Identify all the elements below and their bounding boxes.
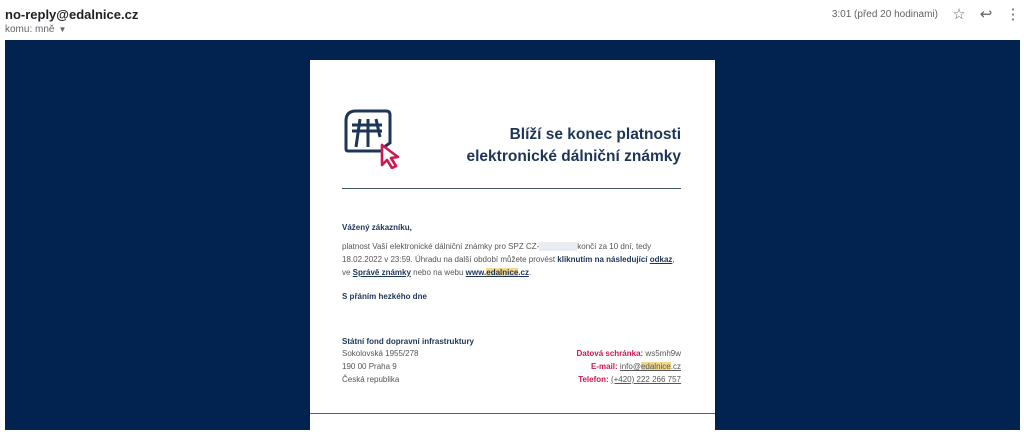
greeting: Vážený zákazníku, (342, 223, 412, 232)
email-title: Blíží se konec platnosti elektronické dálniční známky (466, 126, 681, 165)
recipient-toggle[interactable] (5, 24, 66, 35)
edalnice-logo-icon (342, 107, 402, 169)
message-paragraph: platnost Vaší elektronické dálniční známky pro SPZ CZ- končí za 10 dní, tedy 18.02.2022 v 23:59. Úhradu na další období můžete provést kliknutím na následující odkaz, ve Správě známky nebo na webu www.edalnice.cz. (342, 242, 675, 277)
caret-down-icon: ▼ (58, 25, 67, 34)
contact-info: Datová schránka: ws5mh9w E-mail: info@edalnice.cz Telefon: (+420) 222 266 757 (576, 349, 681, 384)
footer-divider (310, 413, 715, 414)
sender: no-reply@edalnice.cz (5, 7, 139, 22)
organization-name: Státní fond dopravní infrastruktury (342, 337, 475, 346)
timestamp: 3:01 (před 20 hodinami) (831, 9, 938, 20)
phone-link[interactable]: (+420) 222 266 757 (610, 375, 681, 384)
redacted-plate (539, 242, 577, 251)
email-link[interactable]: info@edalnice.cz (619, 362, 681, 371)
more-options-icon[interactable]: ⋮ (1005, 6, 1021, 23)
address: Sokolovská 1955/278 190 00 Praha 9 Česká republika (342, 349, 419, 384)
email-card (310, 60, 715, 440)
link-website[interactable]: www.edalnice.cz (465, 268, 529, 277)
recipient-label: komu: mně (5, 24, 55, 35)
reply-icon[interactable]: ↩ (979, 6, 993, 23)
closing: S přáním hezkého dne (342, 292, 427, 301)
link-odkaz[interactable]: odkaz (649, 255, 673, 264)
link-sprava-znamky[interactable]: Správě známky (352, 268, 411, 277)
divider (342, 188, 681, 189)
star-icon[interactable]: ☆ (952, 6, 966, 23)
